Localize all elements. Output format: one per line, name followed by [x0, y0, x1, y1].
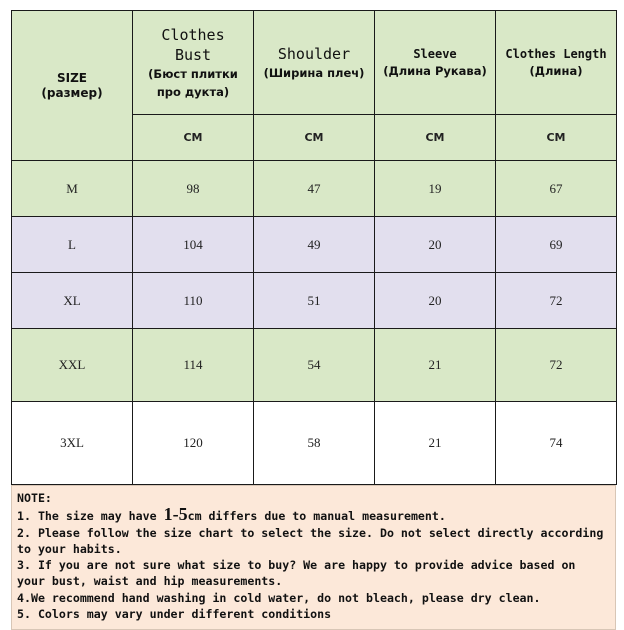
cell-shoulder: 58	[254, 402, 375, 485]
header-bust-ru: (Бюст плитки про дукта)	[148, 66, 238, 99]
header-bust	[133, 11, 254, 115]
note-3: 3. If you are not sure what size to buy? We are happy to provide advice based on your bust, waist and hip measurements.	[17, 558, 583, 589]
table-row	[12, 329, 617, 402]
cell-sleeve: 20	[375, 273, 496, 329]
unit-shoulder: CM	[254, 115, 375, 161]
cell-length: 72	[496, 329, 617, 402]
header-size	[12, 11, 133, 161]
size-chart-table	[11, 10, 617, 485]
cell-bust: 120	[133, 402, 254, 485]
cell-bust: 104	[133, 217, 254, 273]
cell-bust: 110	[133, 273, 254, 329]
header-sleeve	[375, 11, 496, 115]
unit-length: CM	[496, 115, 617, 161]
note-5: 5. Colors may vary under different conditions	[17, 607, 332, 622]
table-row	[12, 161, 617, 217]
cell-size: M	[12, 161, 133, 217]
header-sleeve-ru: (Длина Рукава)	[383, 63, 487, 78]
header-size-ru: (размер)	[41, 85, 103, 100]
note-4: 4.We recommend hand washing in cold water, do not bleach, please dry clean.	[17, 590, 541, 605]
table-row	[12, 402, 617, 485]
cell-shoulder: 54	[254, 329, 375, 402]
cell-shoulder: 47	[254, 161, 375, 217]
cell-sleeve: 20	[375, 217, 496, 273]
cell-size: L	[12, 217, 133, 273]
note-1-pre: 1. The size may have	[17, 509, 164, 524]
note-1-post: cm differs due to manual measurement.	[187, 509, 446, 524]
cell-bust: 114	[133, 329, 254, 402]
cell-bust: 98	[133, 161, 254, 217]
header-shoulder-ru: (Ширина плеч)	[263, 65, 365, 80]
notes-box	[11, 485, 616, 630]
cell-size: XL	[12, 273, 133, 329]
table-row	[12, 217, 617, 273]
header-size-en: SIZE	[56, 70, 87, 85]
header-sleeve-en: Sleeve	[413, 46, 457, 61]
cell-length: 74	[496, 402, 617, 485]
cell-shoulder: 49	[254, 217, 375, 273]
header-bust-en2: Bust	[174, 45, 212, 64]
header-bust-en1: Clothes	[161, 25, 225, 44]
notes-title: NOTE:	[17, 491, 52, 505]
note-2: 2. Please follow the size chart to select the size. Do not select directly according to your habits.	[17, 525, 611, 556]
table-row	[12, 273, 617, 329]
cell-length: 67	[496, 161, 617, 217]
cell-size: XXL	[12, 329, 133, 402]
header-length	[496, 11, 617, 115]
header-shoulder-en: Shoulder	[277, 44, 351, 63]
unit-sleeve: CM	[375, 115, 496, 161]
note-1	[17, 506, 610, 524]
cell-length: 69	[496, 217, 617, 273]
cell-sleeve: 21	[375, 329, 496, 402]
cell-size: 3XL	[12, 402, 133, 485]
header-length-ru: (Длина)	[529, 63, 583, 78]
cell-sleeve: 19	[375, 161, 496, 217]
header-length-en: Clothes Length	[505, 46, 607, 61]
unit-bust: CM	[133, 115, 254, 161]
cell-sleeve: 21	[375, 402, 496, 485]
cell-shoulder: 51	[254, 273, 375, 329]
header-shoulder	[254, 11, 375, 115]
cell-length: 72	[496, 273, 617, 329]
header-row	[12, 11, 617, 115]
note-1-range: 1-5	[163, 504, 188, 525]
